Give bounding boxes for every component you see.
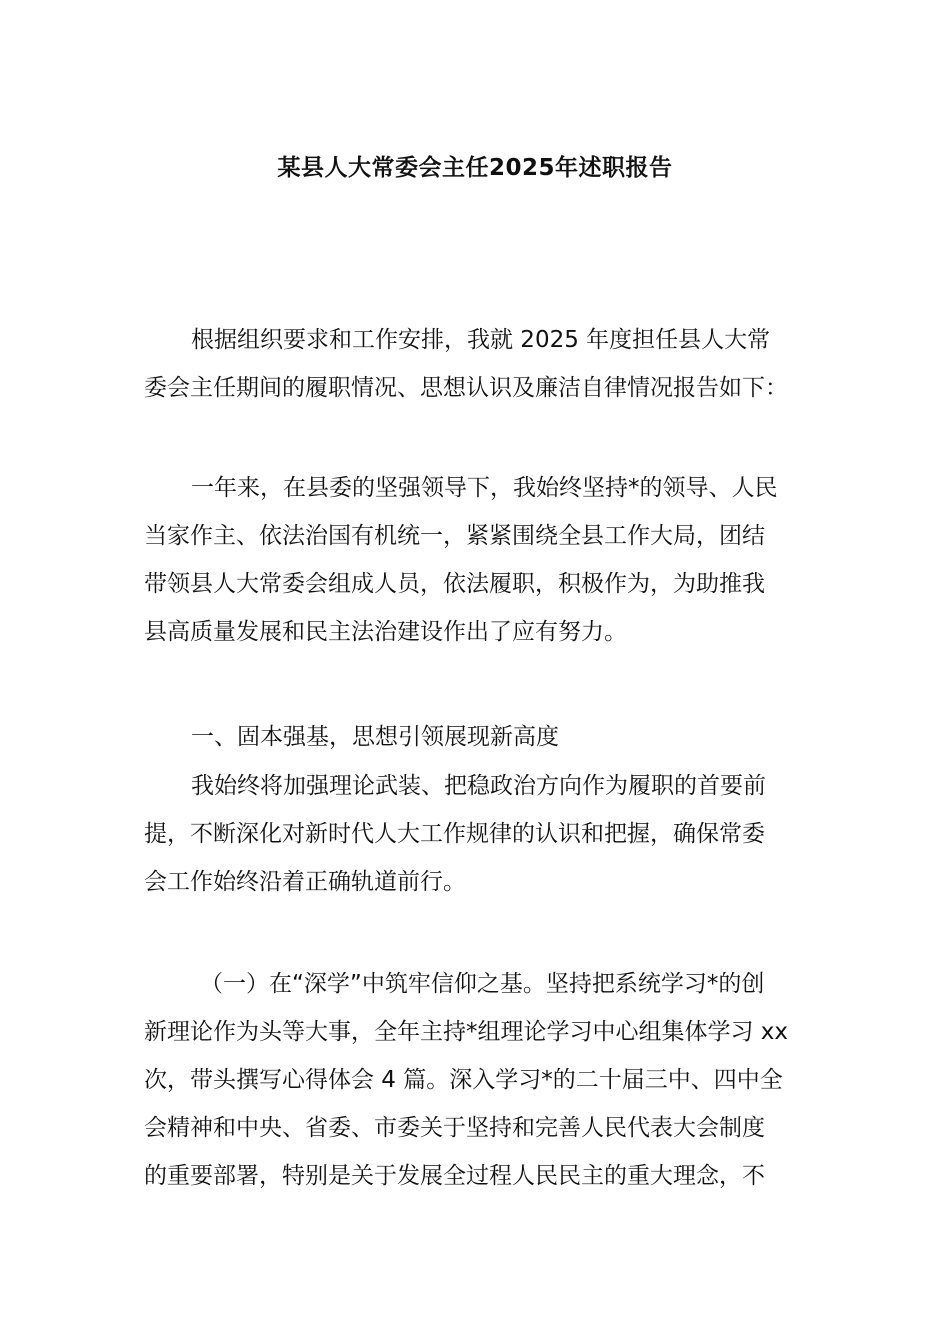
paragraph-line: 我始终将加强理论武装、把稳政治方向作为履职的首要前 [191, 773, 766, 799]
paragraph-line: 会工作始终沿着正确轨道前行。 [144, 869, 466, 895]
paragraph-line: 委会主任期间的履职情况、思想认识及廉洁自律情况报告如下： [144, 375, 788, 401]
paragraph-line: 会精神和中央、省委、市委关于坚持和完善人民代表大会制度 [144, 1115, 765, 1141]
paragraph-intro [144, 316, 810, 412]
paragraph-section-1-body [144, 762, 810, 906]
paragraph-line: 的重要部署，特别是关于发展全过程人民民主的重大理念，不 [144, 1163, 765, 1189]
paragraph-line: 一年来，在县委的坚强领导下，我始终坚持*的领导、人民 [191, 475, 778, 501]
paragraph-overview [144, 464, 810, 656]
section-heading-text: 一、固本强基，思想引领展现新高度 [191, 724, 559, 750]
paragraph-line: 当家作主、依法治国有机统一，紧紧围绕全县工作大局，团结 [144, 523, 765, 549]
paragraph-line: 新理论作为头等大事，全年主持*组理论学习中心组集体学习 xx [144, 1019, 789, 1045]
paragraph-section-1-sub-1 [144, 960, 810, 1200]
paragraph-line: 县高质量发展和民主法治建设作出了应有努力。 [144, 619, 627, 645]
paragraph-line: 带领县人大常委会组成人员，依法履职，积极作为，为助推我 [144, 571, 765, 597]
paragraph-line: 提，不断深化对新时代人大工作规律的认识和把握，确保常委 [144, 821, 765, 847]
section-heading [144, 713, 810, 761]
page-title: 某县人大常委会主任2025年述职报告 [277, 155, 673, 181]
paragraph-line: 根据组织要求和工作安排，我就 2025 年度担任县人大常 [191, 327, 771, 353]
paragraph-line: （一）在“深学”中筑牢信仰之基。坚持把系统学习*的创 [200, 971, 765, 997]
paragraph-line: 次，带头撰写心得体会 4 篇。深入学习*的二十届三中、四中全 [144, 1067, 783, 1093]
